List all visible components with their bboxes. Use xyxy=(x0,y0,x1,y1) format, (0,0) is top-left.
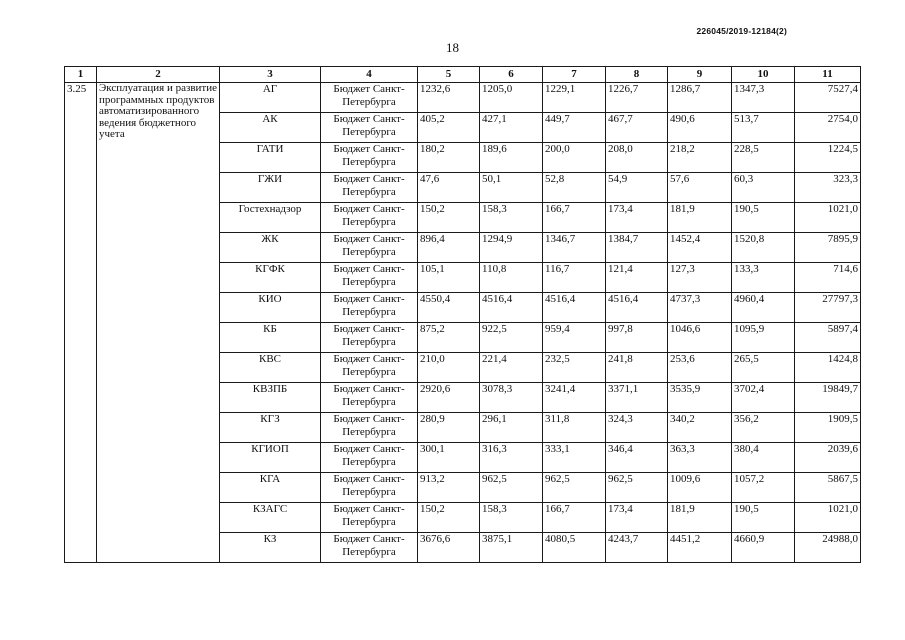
value-cell: 959,4 xyxy=(543,323,606,353)
agency-cell: АГ xyxy=(220,83,321,113)
agency-cell: АК xyxy=(220,113,321,143)
column-header-4: 4 xyxy=(321,67,418,83)
item-name: Эксплуатация и развитие программных продуктов автоматизированного ведения бюджетного учета xyxy=(97,83,220,563)
total-cell: 714,6 xyxy=(795,263,861,293)
funding-source-cell: Бюджет Санкт-Петербурга xyxy=(321,533,418,563)
value-cell: 110,8 xyxy=(480,263,543,293)
value-cell: 1286,7 xyxy=(668,83,732,113)
funding-source-cell: Бюджет Санкт-Петербурга xyxy=(321,83,418,113)
value-cell: 1520,8 xyxy=(732,233,795,263)
agency-cell: КГИОП xyxy=(220,443,321,473)
value-cell: 1346,7 xyxy=(543,233,606,263)
total-cell: 7527,4 xyxy=(795,83,861,113)
value-cell: 166,7 xyxy=(543,503,606,533)
value-cell: 189,6 xyxy=(480,143,543,173)
value-cell: 121,4 xyxy=(606,263,668,293)
value-cell: 405,2 xyxy=(418,113,480,143)
page-number: 18 xyxy=(446,40,459,55)
agency-cell: ГАТИ xyxy=(220,143,321,173)
value-cell: 296,1 xyxy=(480,413,543,443)
agency-cell: КГФК xyxy=(220,263,321,293)
column-header-7: 7 xyxy=(543,67,606,83)
agency-cell: Гостехнадзор xyxy=(220,203,321,233)
value-cell: 166,7 xyxy=(543,203,606,233)
agency-cell: КЗАГС xyxy=(220,503,321,533)
value-cell: 133,3 xyxy=(732,263,795,293)
value-cell: 3676,6 xyxy=(418,533,480,563)
total-cell: 2754,0 xyxy=(795,113,861,143)
value-cell: 181,9 xyxy=(668,203,732,233)
value-cell: 997,8 xyxy=(606,323,668,353)
value-cell: 2920,6 xyxy=(418,383,480,413)
table-body xyxy=(65,83,861,563)
funding-source-cell: Бюджет Санкт-Петербурга xyxy=(321,173,418,203)
funding-source-cell: Бюджет Санкт-Петербурга xyxy=(321,413,418,443)
funding-source-cell: Бюджет Санкт-Петербурга xyxy=(321,233,418,263)
agency-cell: КЗ xyxy=(220,533,321,563)
funding-source-cell: Бюджет Санкт-Петербурга xyxy=(321,263,418,293)
total-cell: 1424,8 xyxy=(795,353,861,383)
value-cell: 427,1 xyxy=(480,113,543,143)
agency-cell: КВЗПБ xyxy=(220,383,321,413)
value-cell: 200,0 xyxy=(543,143,606,173)
value-cell: 962,5 xyxy=(606,473,668,503)
value-cell: 467,7 xyxy=(606,113,668,143)
value-cell: 1057,2 xyxy=(732,473,795,503)
value-cell: 57,6 xyxy=(668,173,732,203)
value-cell: 208,0 xyxy=(606,143,668,173)
value-cell: 60,3 xyxy=(732,173,795,203)
value-cell: 4451,2 xyxy=(668,533,732,563)
funding-source-cell: Бюджет Санкт-Петербурга xyxy=(321,443,418,473)
total-cell: 27797,3 xyxy=(795,293,861,323)
value-cell: 105,1 xyxy=(418,263,480,293)
value-cell: 3078,3 xyxy=(480,383,543,413)
value-cell: 3702,4 xyxy=(732,383,795,413)
document-id: 226045/2019-12184(2) xyxy=(696,26,787,36)
value-cell: 300,1 xyxy=(418,443,480,473)
value-cell: 150,2 xyxy=(418,203,480,233)
value-cell: 50,1 xyxy=(480,173,543,203)
value-cell: 356,2 xyxy=(732,413,795,443)
column-header-2: 2 xyxy=(97,67,220,83)
value-cell: 363,3 xyxy=(668,443,732,473)
value-cell: 4960,4 xyxy=(732,293,795,323)
column-header-5: 5 xyxy=(418,67,480,83)
value-cell: 962,5 xyxy=(480,473,543,503)
value-cell: 181,9 xyxy=(668,503,732,533)
table-row xyxy=(65,83,861,113)
value-cell: 218,2 xyxy=(668,143,732,173)
total-cell: 1021,0 xyxy=(795,203,861,233)
value-cell: 150,2 xyxy=(418,503,480,533)
value-cell: 232,5 xyxy=(543,353,606,383)
value-cell: 1229,1 xyxy=(543,83,606,113)
value-cell: 4737,3 xyxy=(668,293,732,323)
value-cell: 4516,4 xyxy=(543,293,606,323)
value-cell: 158,3 xyxy=(480,203,543,233)
total-cell: 323,3 xyxy=(795,173,861,203)
value-cell: 4080,5 xyxy=(543,533,606,563)
value-cell: 241,8 xyxy=(606,353,668,383)
total-cell: 24988,0 xyxy=(795,533,861,563)
value-cell: 1205,0 xyxy=(480,83,543,113)
column-header-10: 10 xyxy=(732,67,795,83)
value-cell: 180,2 xyxy=(418,143,480,173)
funding-source-cell: Бюджет Санкт-Петербурга xyxy=(321,113,418,143)
value-cell: 127,3 xyxy=(668,263,732,293)
funding-source-cell: Бюджет Санкт-Петербурга xyxy=(321,503,418,533)
funding-source-cell: Бюджет Санкт-Петербурга xyxy=(321,143,418,173)
funding-source-cell: Бюджет Санкт-Петербурга xyxy=(321,353,418,383)
value-cell: 3875,1 xyxy=(480,533,543,563)
total-cell: 5897,4 xyxy=(795,323,861,353)
value-cell: 190,5 xyxy=(732,503,795,533)
agency-cell: КВС xyxy=(220,353,321,383)
value-cell: 116,7 xyxy=(543,263,606,293)
total-cell: 5867,5 xyxy=(795,473,861,503)
funding-source-cell: Бюджет Санкт-Петербурга xyxy=(321,473,418,503)
value-cell: 265,5 xyxy=(732,353,795,383)
value-cell: 190,5 xyxy=(732,203,795,233)
value-cell: 4660,9 xyxy=(732,533,795,563)
total-cell: 1224,5 xyxy=(795,143,861,173)
agency-cell: ЖК xyxy=(220,233,321,263)
total-cell: 1909,5 xyxy=(795,413,861,443)
value-cell: 1347,3 xyxy=(732,83,795,113)
column-header-6: 6 xyxy=(480,67,543,83)
value-cell: 173,4 xyxy=(606,203,668,233)
value-cell: 228,5 xyxy=(732,143,795,173)
value-cell: 340,2 xyxy=(668,413,732,443)
value-cell: 1095,9 xyxy=(732,323,795,353)
value-cell: 221,4 xyxy=(480,353,543,383)
total-cell: 7895,9 xyxy=(795,233,861,263)
agency-cell: КГЗ xyxy=(220,413,321,443)
total-cell: 19849,7 xyxy=(795,383,861,413)
agency-cell: КГА xyxy=(220,473,321,503)
value-cell: 1452,4 xyxy=(668,233,732,263)
value-cell: 333,1 xyxy=(543,443,606,473)
value-cell: 913,2 xyxy=(418,473,480,503)
value-cell: 280,9 xyxy=(418,413,480,443)
column-header-3: 3 xyxy=(220,67,321,83)
value-cell: 1294,9 xyxy=(480,233,543,263)
value-cell: 875,2 xyxy=(418,323,480,353)
budget-table xyxy=(64,66,861,563)
funding-source-cell: Бюджет Санкт-Петербурга xyxy=(321,323,418,353)
value-cell: 316,3 xyxy=(480,443,543,473)
value-cell: 4243,7 xyxy=(606,533,668,563)
value-cell: 324,3 xyxy=(606,413,668,443)
value-cell: 158,3 xyxy=(480,503,543,533)
value-cell: 54,9 xyxy=(606,173,668,203)
value-cell: 3371,1 xyxy=(606,383,668,413)
value-cell: 346,4 xyxy=(606,443,668,473)
value-cell: 449,7 xyxy=(543,113,606,143)
value-cell: 4516,4 xyxy=(606,293,668,323)
column-header-1: 1 xyxy=(65,67,97,83)
value-cell: 896,4 xyxy=(418,233,480,263)
column-header-8: 8 xyxy=(606,67,668,83)
total-cell: 2039,6 xyxy=(795,443,861,473)
value-cell: 173,4 xyxy=(606,503,668,533)
agency-cell: КБ xyxy=(220,323,321,353)
funding-source-cell: Бюджет Санкт-Петербурга xyxy=(321,203,418,233)
value-cell: 380,4 xyxy=(732,443,795,473)
column-header-9: 9 xyxy=(668,67,732,83)
value-cell: 962,5 xyxy=(543,473,606,503)
value-cell: 52,8 xyxy=(543,173,606,203)
value-cell: 311,8 xyxy=(543,413,606,443)
value-cell: 1232,6 xyxy=(418,83,480,113)
column-header-row xyxy=(65,67,861,83)
item-number: 3.25 xyxy=(65,83,97,563)
value-cell: 1046,6 xyxy=(668,323,732,353)
value-cell: 47,6 xyxy=(418,173,480,203)
agency-cell: КИО xyxy=(220,293,321,323)
value-cell: 3535,9 xyxy=(668,383,732,413)
value-cell: 4516,4 xyxy=(480,293,543,323)
value-cell: 490,6 xyxy=(668,113,732,143)
total-cell: 1021,0 xyxy=(795,503,861,533)
column-header-11: 11 xyxy=(795,67,861,83)
funding-source-cell: Бюджет Санкт-Петербурга xyxy=(321,293,418,323)
value-cell: 253,6 xyxy=(668,353,732,383)
funding-source-cell: Бюджет Санкт-Петербурга xyxy=(321,383,418,413)
value-cell: 1226,7 xyxy=(606,83,668,113)
value-cell: 1384,7 xyxy=(606,233,668,263)
value-cell: 4550,4 xyxy=(418,293,480,323)
value-cell: 1009,6 xyxy=(668,473,732,503)
value-cell: 513,7 xyxy=(732,113,795,143)
value-cell: 922,5 xyxy=(480,323,543,353)
agency-cell: ГЖИ xyxy=(220,173,321,203)
value-cell: 210,0 xyxy=(418,353,480,383)
value-cell: 3241,4 xyxy=(543,383,606,413)
